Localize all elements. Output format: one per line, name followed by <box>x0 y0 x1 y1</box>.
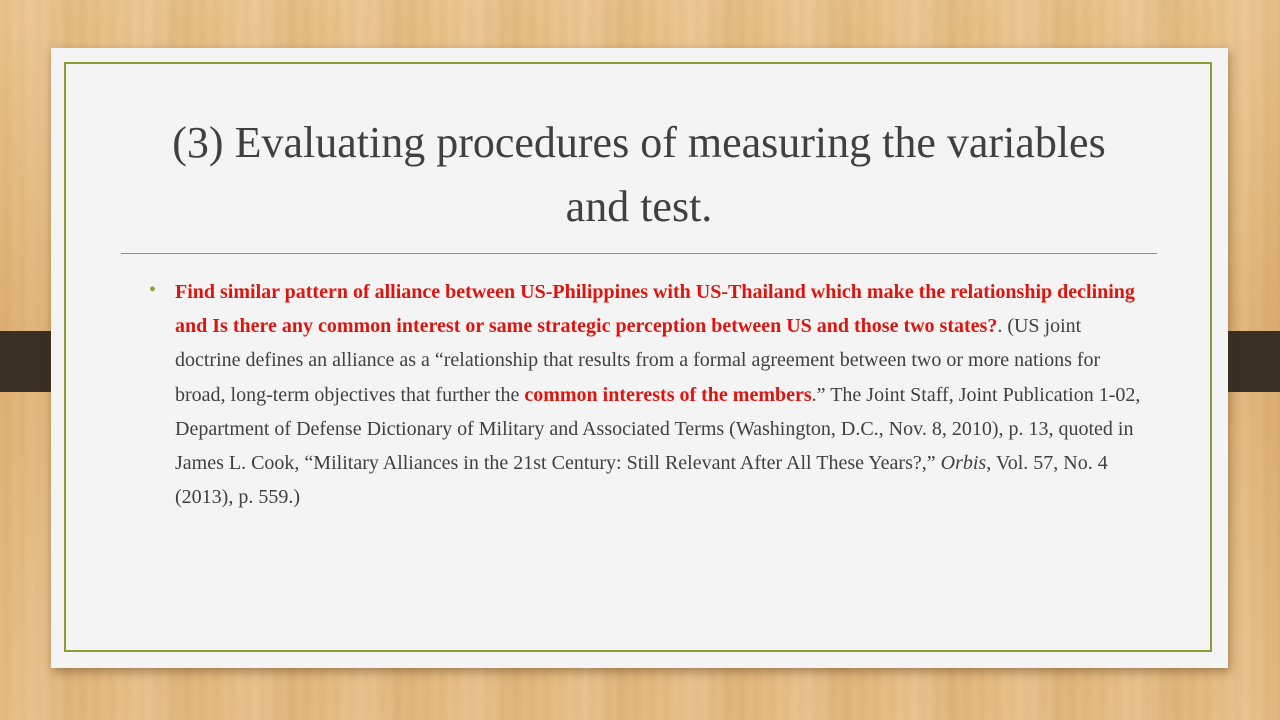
bullet-red-intro: Find similar pattern of alliance between US-Philippines with US-Thailand which make the relationship declining and Is there any common interest or same strategic perception between US and those two states? <box>175 281 1135 338</box>
slide-card <box>51 48 1228 668</box>
slide-title: (3) Evaluating procedures of measuring the variables and test. <box>172 118 1106 231</box>
left-decor-band <box>0 331 52 392</box>
bullet-citation-text: .” The Joint Staff, Joint Publication 1-02, Department of Defense Dictionary of Military and Associated Terms (Washington, D.C., Nov. 8, 2010), p. 13, quoted in James L. Cook, “Military Alliances in the 21st Century: Still Relevant After All These Years?,” <box>175 383 1141 475</box>
bullet-definition-text: . (US joint doctrine defines an alliance as a “relationship that results from a formal agreement between two or more nations for broad, long-term objectives that further the <box>175 315 1101 406</box>
bullet-list <box>149 275 1149 514</box>
bullet-red-emphasis: common interests of the members <box>524 383 812 406</box>
bullet-citation-end: , Vol. 57, No. 4 (2013), p. 559.) <box>175 452 1108 509</box>
title-divider <box>121 253 1157 254</box>
bullet-italic-source: Orbis <box>940 452 987 475</box>
bullet-item <box>149 275 1149 514</box>
bullet-dot-icon: • <box>149 279 157 301</box>
